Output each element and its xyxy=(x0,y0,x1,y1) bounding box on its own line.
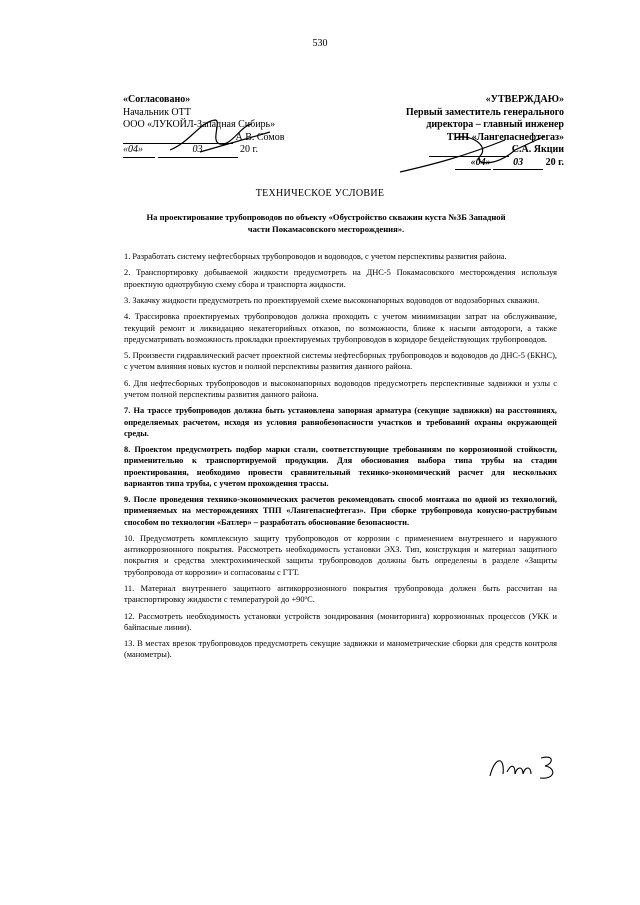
conditions-list xyxy=(124,251,557,666)
condition-item: 6. Для нефтесборных трубопроводов и высоконапорных водоводов предусмотреть перспективные задвижки и узлы с учетом полной перспективы развития данного района. xyxy=(124,378,557,399)
approval-left-name: А.В. Сомов xyxy=(235,131,285,143)
approval-right-heading: «УТВЕРЖДАЮ» xyxy=(485,94,564,105)
condition-item: 12. Рассмотреть необходимость установки устройств зондирования (мониторинга) коррозионных процессов (УКК и байпасные линии). xyxy=(124,611,557,632)
approval-left-organization: ООО «ЛУКОЙЛ-Западная Сибирь» xyxy=(123,119,276,130)
handwritten-initials-icon xyxy=(485,748,565,788)
approval-left-position: Начальник ОТТ xyxy=(123,106,191,118)
condition-item: 1. Разработать систему нефтесборных трубопроводов и водоводов, с учетом перспективы развития района. xyxy=(124,252,507,261)
condition-item: 5. Произвести гидравлический расчет проектной системы нефтесборных трубопроводов и водоводов до ДНС-5 (БКНС), с учетом влияния новых кустов и полной перспективы развития данного района. xyxy=(124,351,557,372)
condition-item: 8. Проектом предусмотреть подбор марки стали, соответствующие требованиям по коррозионной стойкости, применительно к транспортируемой продукции. Для обоснования выбора типа трубы на стадии проектирования, необходимо провести сравнительный технико-экономический расчет для нескольких вариантов типа трубы, с учетом прохождения трассы. xyxy=(124,445,557,488)
approval-right-date-day: «04» xyxy=(455,157,491,171)
approval-right-name: С.А. Якции xyxy=(511,144,564,155)
condition-item: 4. Трассировка проектируемых трубопроводов должна проходить с учетом минимизации затрат на обслуживание, текущий ремонт и ликвидацию некатегорийных отказов, по возможности, ближе к насыпи автодороги, а также предусматривать возможность прокладки проектируемых трубопроводов в коридоре бездействующих трубопроводов. xyxy=(124,312,557,344)
document-title: ТЕХНИЧЕСКОЕ УСЛОВИЕ xyxy=(255,188,385,199)
approval-left-date-month: 03 xyxy=(158,144,238,158)
document-subject: На проектирование трубопроводов по объекту «Обустройство скважин куста №3Б Западной части Покамасовского месторождения». xyxy=(146,212,506,234)
condition-item: 9. После проведения технико-экономических расчетов рекомендовать способ монтажа по одной из технологий, применяемых на месторождениях ТПП «Лангепаснефтегаз». При сборке трубопровода конусно-раструбным способом по технологии «Батлер» – разработать обоснование безопасности. xyxy=(124,495,557,527)
approval-left-date-day: «04» xyxy=(123,144,155,158)
approval-left-heading: «Согласовано» xyxy=(123,94,191,105)
condition-item: 11. Материал внутреннего защитного антикоррозионного покрытия трубопровода должен быть рассчитан на транспортировку жидкости с температурой до +90ºС. xyxy=(124,583,557,605)
condition-item: 7. На трассе трубопроводов должна быть установлена запорная арматура (секущие задвижки) на расстояниях, определяемых расчетом, исходя из условия равнобезопасности участков и требований охраны окружающей среды. xyxy=(124,406,557,438)
approval-right-date-year: 20 г. xyxy=(545,156,564,168)
approval-left-date-year: 20 г. xyxy=(240,144,258,155)
approval-right-position-1: Первый заместитель генерального xyxy=(405,106,564,118)
approval-right-organization: ТПП «Лангепаснефтегаз» xyxy=(446,131,564,143)
condition-item: 13. В местах врезок трубопроводов предусмотреть секущие задвижки и манометрические сборки для средств контроля (манометры). xyxy=(124,639,557,660)
approval-right-position-2: директора – главный инженер xyxy=(426,119,564,130)
condition-item: 2. Транспортировку добываемой жидкости предусмотреть на ДНС-5 Покамасовского месторождения используя проектную однотрубную схему сбора и транспорта жидкости. xyxy=(124,268,557,289)
signature-left-icon xyxy=(160,112,280,162)
page-number: 530 xyxy=(312,38,328,49)
signature-right-icon xyxy=(395,128,555,178)
approval-right-date-month: 03 xyxy=(493,157,543,171)
condition-item: 10. Предусмотреть комплексную защиту трубопроводов от коррозии с применением внутреннего и наружного антикоррозионного покрытия. Рассмотреть необходимость установки ЭХЗ. Тип, конструкция и материал защитного покрытия и средства электрохимической защиты трубопроводов должны быть определены в разделе «Защиты трубопровода от коррозии» и согласованы с ГТТ. xyxy=(124,533,557,577)
condition-item: 3. Закачку жидкости предусмотреть по проектируемой схеме высоконапорных водоводов от водозаборных скважин. xyxy=(124,295,540,305)
